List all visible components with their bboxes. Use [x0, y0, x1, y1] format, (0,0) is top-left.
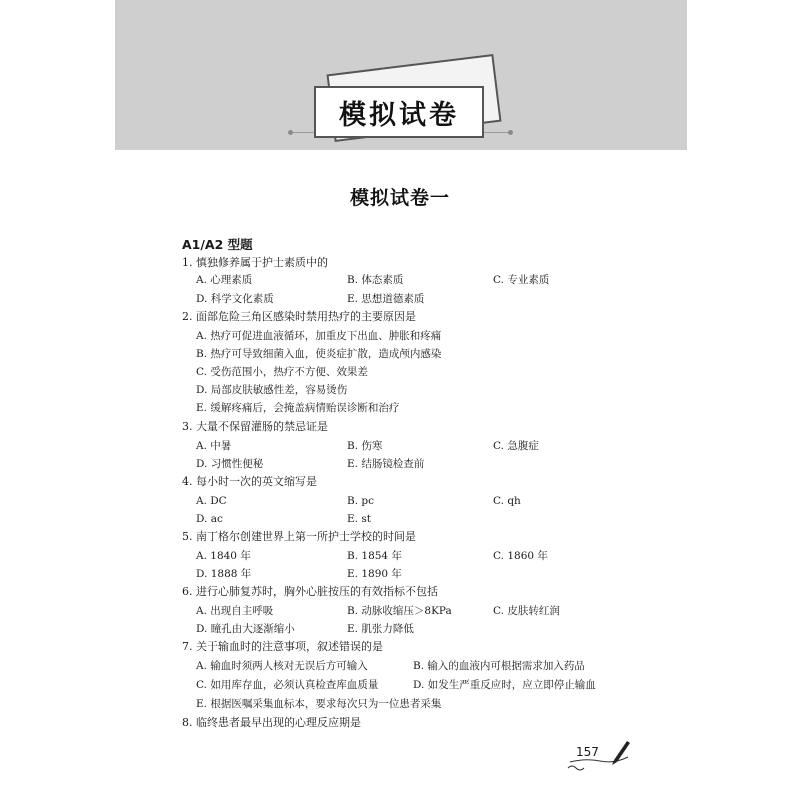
question-2-stem: 2. 面部危险三角区感染时禁用热疗的主要原因是: [182, 310, 416, 323]
question-1-option-b: B. 体态素质: [347, 274, 404, 286]
question-2-option-e: E. 缓解疼痛后，会掩盖病情贻误诊断和治疗: [196, 402, 400, 414]
question-5-option-b: B. 1854 年: [347, 550, 402, 562]
question-6-option-b: B. 动脉收缩压＞8KPa: [347, 605, 452, 617]
page-number: 157: [576, 745, 599, 759]
question-6-option-e: E. 肌张力降低: [347, 623, 414, 635]
question-7-option-e: E. 根据医嘱采集血标本，要求每次只为一位患者采集: [196, 698, 442, 710]
question-4-stem: 4. 每小时一次的英文缩写是: [182, 475, 317, 488]
question-5-option-d: D. 1888 年: [196, 568, 252, 580]
question-4-option-d: D. ac: [196, 513, 223, 525]
question-3-option-a: A. 中暑: [196, 440, 232, 452]
question-2-option-d: D. 局部皮肤敏感性差，容易烫伤: [196, 384, 348, 396]
question-5-option-a: A. 1840 年: [196, 550, 251, 562]
question-7-option-a: A. 输血时须两人核对无误后方可输入: [196, 660, 368, 672]
question-5-stem: 5. 南丁格尔创建世界上第一所护士学校的时间是: [182, 530, 416, 543]
question-8-stem: 8. 临终患者最早出现的心理反应期是: [182, 716, 361, 729]
question-1-option-d: D. 科学文化素质: [196, 293, 274, 305]
question-6-option-d: D. 瞳孔由大逐渐缩小: [196, 623, 295, 635]
question-2-option-a: A. 热疗可促进血液循环，加重皮下出血、肿胀和疼痛: [196, 330, 442, 342]
question-6-option-a: A. 出现自主呼吸: [196, 605, 274, 617]
section-title: A1/A2 型题: [182, 237, 253, 252]
banner-rule-right: [480, 132, 510, 133]
banner-title: 模拟试卷: [314, 86, 484, 138]
question-4-option-b: B. pc: [347, 495, 374, 507]
question-1-option-a: A. 心理素质: [196, 274, 253, 286]
question-5-option-c: C. 1860 年: [493, 550, 548, 562]
question-4-option-e: E. st: [347, 513, 371, 525]
question-1-stem: 1. 慎独修养属于护士素质中的: [182, 256, 328, 269]
question-6-stem: 6. 进行心肺复苏时，胸外心脏按压的有效指标不包括: [182, 585, 438, 598]
question-3-option-b: B. 伤寒: [347, 440, 383, 452]
paper-title: 模拟试卷一: [349, 187, 450, 209]
question-4-option-c: C. qh: [493, 495, 521, 507]
banner-dot-right: [508, 130, 513, 135]
question-3-option-c: C. 急腹症: [493, 440, 539, 452]
question-3-stem: 3. 大量不保留灌肠的禁忌证是: [182, 420, 328, 433]
question-3-option-d: D. 习惯性便秘: [196, 458, 264, 470]
question-5-option-e: E. 1890 年: [347, 568, 402, 580]
question-1-option-c: C. 专业素质: [493, 274, 550, 286]
question-2-option-c: C. 受伤范围小，热疗不方便、效果差: [196, 366, 368, 378]
question-3-option-e: E. 结肠镜检查前: [347, 458, 425, 470]
question-6-option-c: C. 皮肤转红润: [493, 605, 560, 617]
banner-dot-left: [288, 130, 293, 135]
question-1-option-e: E. 思想道德素质: [347, 293, 425, 305]
question-7-stem: 7. 关于输血时的注意事项，叙述错误的是: [182, 640, 383, 653]
question-2-option-b: B. 热疗可导致细菌入血，使炎症扩散，造成颅内感染: [196, 348, 442, 360]
question-4-option-a: A. DC: [196, 495, 227, 507]
question-7-option-c: C. 如用库存血，必须认真检查库血质量: [196, 679, 379, 691]
question-7-option-b: B. 输入的血液内可根据需求加入药品: [413, 660, 585, 672]
question-7-option-d: D. 如发生严重反应时，应立即停止输血: [413, 679, 596, 691]
